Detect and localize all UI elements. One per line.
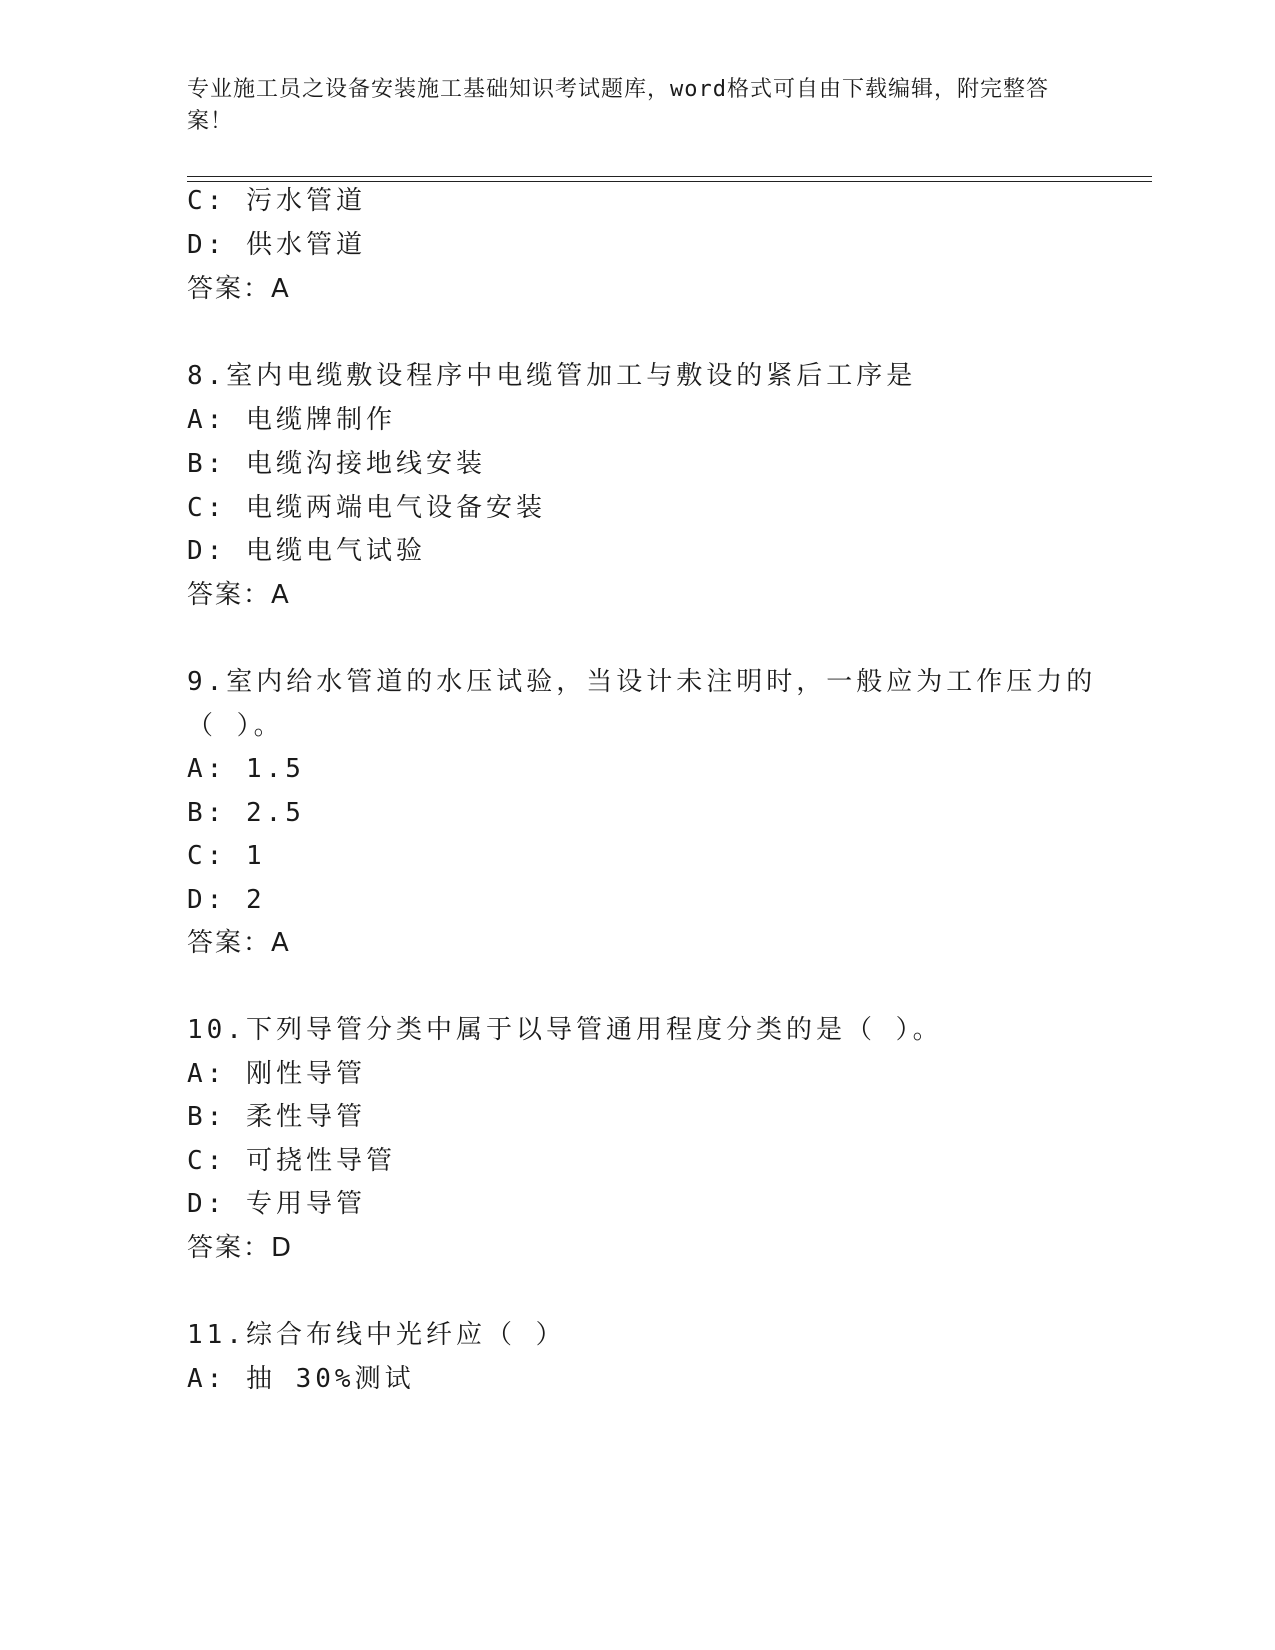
q8-option-a: A: 电缆牌制作 bbox=[187, 405, 396, 435]
q10-option-d: D: 专用导管 bbox=[187, 1189, 366, 1219]
q7-answer: 答案：A bbox=[187, 274, 291, 304]
q10-option-a: A: 刚性导管 bbox=[187, 1059, 366, 1089]
q10-option-b: B: 柔性导管 bbox=[187, 1102, 366, 1132]
q9-question-cont: （ ）。 bbox=[187, 711, 284, 741]
q9-option-a: A: 1.5 bbox=[187, 754, 305, 784]
q7-option-d: D: 供水管道 bbox=[187, 230, 366, 260]
q11-question: 11.综合布线中光纤应（ ） bbox=[187, 1320, 566, 1350]
q11-option-a: A: 抽 30%测试 bbox=[187, 1364, 415, 1394]
q8-option-d: D: 电缆电气试验 bbox=[187, 536, 426, 566]
q9-option-d: D: 2 bbox=[187, 885, 266, 915]
q9-option-b: B: 2.5 bbox=[187, 798, 305, 828]
q10-answer: 答案：D bbox=[187, 1233, 294, 1263]
q7-option-c: C: 污水管道 bbox=[187, 186, 366, 216]
q9-question: 9.室内给水管道的水压试验，当设计未注明时，一般应为工作压力的 bbox=[187, 667, 1097, 697]
q10-question: 10.下列导管分类中属于以导管通用程度分类的是（ ）。 bbox=[187, 1015, 943, 1045]
q8-option-b: B: 电缆沟接地线安装 bbox=[187, 449, 486, 479]
q9-option-c: C: 1 bbox=[187, 841, 266, 871]
q9-answer: 答案：A bbox=[187, 928, 291, 958]
header-divider-top bbox=[187, 176, 1152, 177]
q8-question: 8.室内电缆敷设程序中电缆管加工与敷设的紧后工序是 bbox=[187, 361, 917, 391]
q8-option-c: C: 电缆两端电气设备安装 bbox=[187, 493, 546, 523]
q10-option-c: C: 可挠性导管 bbox=[187, 1146, 396, 1176]
q8-answer: 答案：A bbox=[187, 580, 291, 610]
document-header-text: 专业施工员之设备安装施工基础知识考试题库，word格式可自由下载编辑，附完整答案！ bbox=[187, 77, 1049, 134]
header-divider-bottom bbox=[187, 181, 1152, 182]
